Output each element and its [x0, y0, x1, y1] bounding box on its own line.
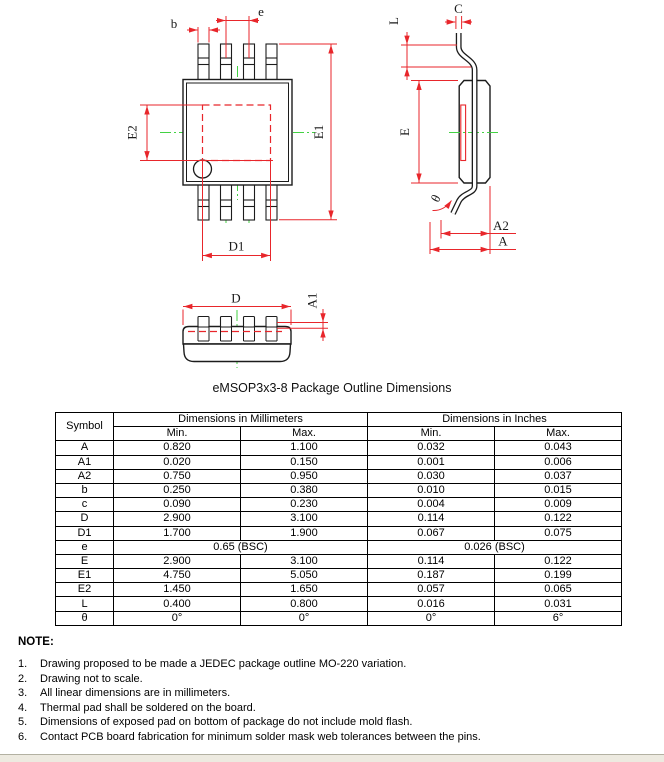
header-symbol: Symbol: [56, 413, 114, 441]
table-row-e-bsc: [56, 540, 622, 554]
cell-in-max: 0.065: [495, 583, 622, 597]
note-item: [18, 715, 653, 730]
header-inches: Dimensions in Inches: [368, 413, 622, 427]
cell-mm-min: 0.020: [114, 455, 241, 469]
cell-mm-min: 0.820: [114, 441, 241, 455]
cell-symbol: D: [56, 512, 114, 526]
note-item: [18, 672, 653, 687]
dim-label-E1: E1: [311, 124, 326, 140]
package-body-top-view: [183, 80, 292, 186]
cell-mm-max: 1.100: [241, 441, 368, 455]
table-row: [56, 611, 622, 625]
cell-in-min: 0.001: [368, 455, 495, 469]
notes-section: [18, 636, 653, 745]
note-text: Drawing proposed to be made a JEDEC package outline MO-220 variation.: [40, 658, 407, 670]
note-text: Contact PCB board fabrication for minimum solder mask web tolerances between the pins.: [40, 730, 481, 743]
cell-mm-max: 5.050: [241, 569, 368, 583]
cell-symbol: c: [56, 498, 114, 512]
cell-mm-max: 0.150: [241, 455, 368, 469]
dim-label-D: D: [231, 290, 241, 306]
cell-symbol: A: [56, 441, 114, 455]
cell-in-max: 0.075: [495, 526, 622, 540]
dim-label-A2: A2: [493, 218, 509, 233]
cell-mm-min: 2.900: [114, 512, 241, 526]
cell-mm-min: 1.450: [114, 583, 241, 597]
cell-in-min: 0.016: [368, 597, 495, 611]
cell-symbol: b: [56, 483, 114, 497]
cell-in-span: 0.026 (BSC): [368, 540, 622, 554]
cell-mm-max: 0.800: [241, 597, 368, 611]
note-number: 5.: [18, 716, 28, 729]
dim-label-L: L: [386, 17, 401, 25]
cell-mm-min: 2.900: [114, 554, 241, 568]
header-mm: Dimensions in Millimeters: [114, 413, 368, 427]
page-title: eMSOP3x3-8 Package Outline Dimensions: [212, 381, 452, 395]
cell-in-max: 0.037: [495, 469, 622, 483]
header-in-min: Min.: [368, 427, 495, 441]
table-row: [56, 554, 622, 568]
dim-label-e: e: [258, 4, 264, 19]
cell-in-max: 0.015: [495, 483, 622, 497]
cell-in-max: 0.122: [495, 512, 622, 526]
dim-label-E: E: [397, 128, 412, 136]
front-view-drawing: [183, 291, 328, 369]
cell-in-min: 0.010: [368, 483, 495, 497]
cell-symbol: E2: [56, 583, 114, 597]
table-row: [56, 455, 622, 469]
cell-in-min: 0.067: [368, 526, 495, 540]
note-text: All linear dimensions are in millimeters.: [40, 687, 231, 700]
table-row: [56, 441, 622, 455]
cell-symbol: D1: [56, 526, 114, 540]
cell-mm-max: 0.950: [241, 469, 368, 483]
header-mm-max: Max.: [241, 427, 368, 441]
cell-in-min: 0.114: [368, 554, 495, 568]
package-body-front-view: [183, 317, 291, 362]
cell-mm-min: 0.400: [114, 597, 241, 611]
table-row: [56, 512, 622, 526]
bottom-bar: [0, 754, 664, 762]
cell-mm-min: 0.750: [114, 469, 241, 483]
cell-mm-max: 1.650: [241, 583, 368, 597]
note-item: [18, 730, 653, 745]
cell-in-max: 0.122: [495, 554, 622, 568]
cell-mm-max: 3.100: [241, 554, 368, 568]
cell-in-max: 0.031: [495, 597, 622, 611]
dim-label-D1: D1: [228, 238, 245, 254]
dim-label-E2: E2: [124, 125, 140, 140]
dim-label-b: b: [170, 16, 178, 31]
cell-mm-max: 0.380: [241, 483, 368, 497]
cell-in-min: 0°: [368, 611, 495, 625]
table-row: [56, 483, 622, 497]
table-row: [56, 526, 622, 540]
cell-mm-span: 0.65 (BSC): [114, 540, 368, 554]
cell-in-min: 0.057: [368, 583, 495, 597]
note-text: Dimensions of exposed pad on bottom of package do not include mold flash.: [40, 716, 413, 729]
cell-in-min: 0.004: [368, 498, 495, 512]
cell-mm-max: 0.230: [241, 498, 368, 512]
note-number: 2.: [18, 672, 28, 685]
table-row: [56, 583, 622, 597]
cell-symbol: E1: [56, 569, 114, 583]
cell-in-min: 0.032: [368, 441, 495, 455]
table-row: [56, 498, 622, 512]
note-item: [18, 701, 653, 716]
note-item: [18, 686, 653, 701]
cell-in-min: 0.030: [368, 469, 495, 483]
cell-mm-min: 1.700: [114, 526, 241, 540]
cell-in-max: 0.006: [495, 455, 622, 469]
table-row: [56, 469, 622, 483]
cell-mm-max: 3.100: [241, 512, 368, 526]
cell-in-min: 0.114: [368, 512, 495, 526]
dim-label-A: A: [498, 233, 508, 249]
notes-heading: NOTE:: [18, 636, 54, 648]
cell-symbol: A2: [56, 469, 114, 483]
cell-mm-min: 0.090: [114, 498, 241, 512]
cell-in-max: 0.009: [495, 498, 622, 512]
cell-in-max: 0.199: [495, 569, 622, 583]
note-number: 6.: [18, 730, 28, 743]
dimensions-table: [55, 412, 622, 626]
dim-label-A1: A1: [304, 292, 320, 309]
table-row: [56, 597, 622, 611]
cell-symbol: E: [56, 554, 114, 568]
cell-mm-max: 0°: [241, 611, 368, 625]
side-view-drawing: [386, 1, 516, 254]
cell-in-min: 0.187: [368, 569, 495, 583]
note-number: 3.: [18, 687, 28, 700]
cell-symbol: L: [56, 597, 114, 611]
cell-mm-min: 0.250: [114, 483, 241, 497]
cell-mm-max: 1.900: [241, 526, 368, 540]
dim-label-C: C: [454, 1, 463, 16]
dim-label-theta: θ: [427, 192, 444, 205]
header-mm-min: Min.: [114, 427, 241, 441]
note-item: [18, 657, 653, 672]
package-outline-drawings: [0, 0, 664, 378]
cell-mm-min: 0°: [114, 611, 241, 625]
cell-symbol: A1: [56, 455, 114, 469]
cell-symbol: θ: [56, 611, 114, 625]
cell-symbol: e: [56, 540, 114, 554]
cell-in-max: 0.043: [495, 441, 622, 455]
note-number: 4.: [18, 701, 28, 714]
top-view-drawing: [125, 4, 338, 261]
cell-mm-min: 4.750: [114, 569, 241, 583]
header-in-max: Max.: [495, 427, 622, 441]
table-row: [56, 569, 622, 583]
note-number: 1.: [18, 658, 28, 670]
note-text: Thermal pad shall be soldered on the board.: [40, 701, 256, 714]
cell-in-max: 6°: [495, 611, 622, 625]
note-text: Drawing not to scale.: [40, 672, 143, 685]
